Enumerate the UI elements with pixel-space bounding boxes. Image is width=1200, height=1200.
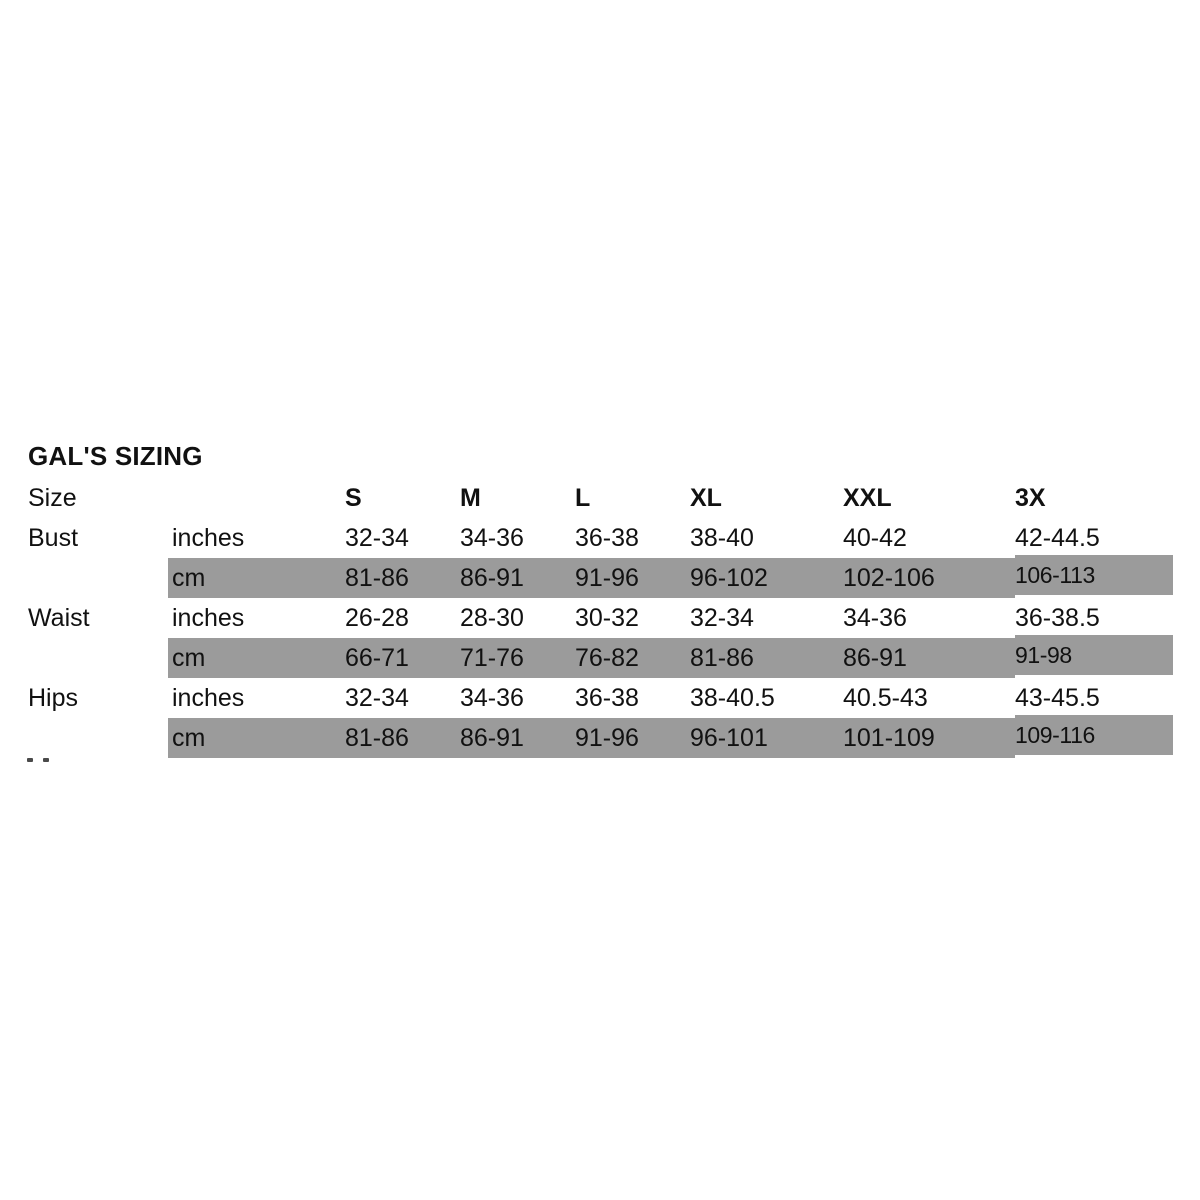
size-value: 102-106 — [843, 558, 1015, 598]
size-value: 86-91 — [843, 638, 1015, 678]
corner-label: Size — [28, 484, 77, 512]
column-header-m: M — [460, 484, 481, 512]
size-value: 101-109 — [843, 718, 1015, 758]
size-value: 91-96 — [575, 558, 690, 598]
size-value: 34-36 — [843, 604, 907, 632]
table-row-hips-inches — [28, 678, 1173, 718]
column-header-s: S — [345, 484, 362, 512]
size-value: 38-40.5 — [690, 684, 775, 712]
table-header-row — [28, 478, 1173, 518]
size-value: 71-76 — [460, 638, 575, 678]
page-title: GAL'S SIZING — [28, 441, 203, 471]
unit-header-cell — [168, 478, 345, 518]
size-value: 38-40 — [690, 524, 754, 552]
size-value: 36-38 — [575, 684, 639, 712]
size-value: 109-116 — [1015, 715, 1173, 755]
column-header-l: L — [575, 484, 591, 512]
size-value: 91-96 — [575, 718, 690, 758]
size-value: 43-45.5 — [1015, 684, 1100, 712]
size-value: 86-91 — [460, 558, 575, 598]
unit-label: inches — [172, 684, 245, 712]
size-value: 30-32 — [575, 604, 639, 632]
size-value: 76-82 — [575, 638, 690, 678]
size-value: 32-34 — [690, 604, 754, 632]
size-value: 106-113 — [1015, 555, 1173, 595]
size-value: 40.5-43 — [843, 684, 928, 712]
clipped-dot — [27, 758, 33, 762]
column-header-xxl: XXL — [843, 484, 892, 512]
unit-label: cm — [168, 638, 345, 678]
size-value: 32-34 — [345, 684, 409, 712]
size-value: 36-38 — [575, 524, 639, 552]
size-value: 34-36 — [460, 684, 524, 712]
measurement-label: Bust — [28, 524, 79, 552]
measurement-label — [28, 558, 168, 598]
size-value: 66-71 — [345, 638, 460, 678]
table-row-waist-inches — [28, 598, 1173, 638]
size-value: 28-30 — [460, 604, 524, 632]
size-value: 81-86 — [345, 718, 460, 758]
table-row-waist-cm — [28, 638, 1173, 678]
measurement-label — [28, 718, 168, 758]
unit-label: inches — [172, 604, 245, 632]
table-row-bust-inches — [28, 518, 1173, 558]
size-value: 96-102 — [690, 558, 843, 598]
unit-label: cm — [168, 718, 345, 758]
size-value: 96-101 — [690, 718, 843, 758]
clipped-dot — [43, 758, 49, 762]
size-value: 26-28 — [345, 604, 409, 632]
size-value: 86-91 — [460, 718, 575, 758]
size-value: 40-42 — [843, 524, 907, 552]
size-value: 36-38.5 — [1015, 604, 1100, 632]
size-value: 32-34 — [345, 524, 409, 552]
measurement-label — [28, 638, 168, 678]
sizing-table — [28, 478, 1173, 758]
table-row-bust-cm — [28, 558, 1173, 598]
size-value: 91-98 — [1015, 635, 1173, 675]
measurement-label: Waist — [28, 604, 90, 632]
unit-label: inches — [172, 524, 245, 552]
size-value: 34-36 — [460, 524, 524, 552]
size-value: 81-86 — [345, 558, 460, 598]
measurement-label: Hips — [28, 684, 79, 712]
size-value: 42-44.5 — [1015, 524, 1100, 552]
unit-label: cm — [168, 558, 345, 598]
size-value: 81-86 — [690, 638, 843, 678]
table-row-hips-cm — [28, 718, 1173, 758]
column-header-xl: XL — [690, 484, 722, 512]
clipped-text-fragment — [27, 758, 53, 762]
column-header-3x: 3X — [1015, 484, 1046, 512]
